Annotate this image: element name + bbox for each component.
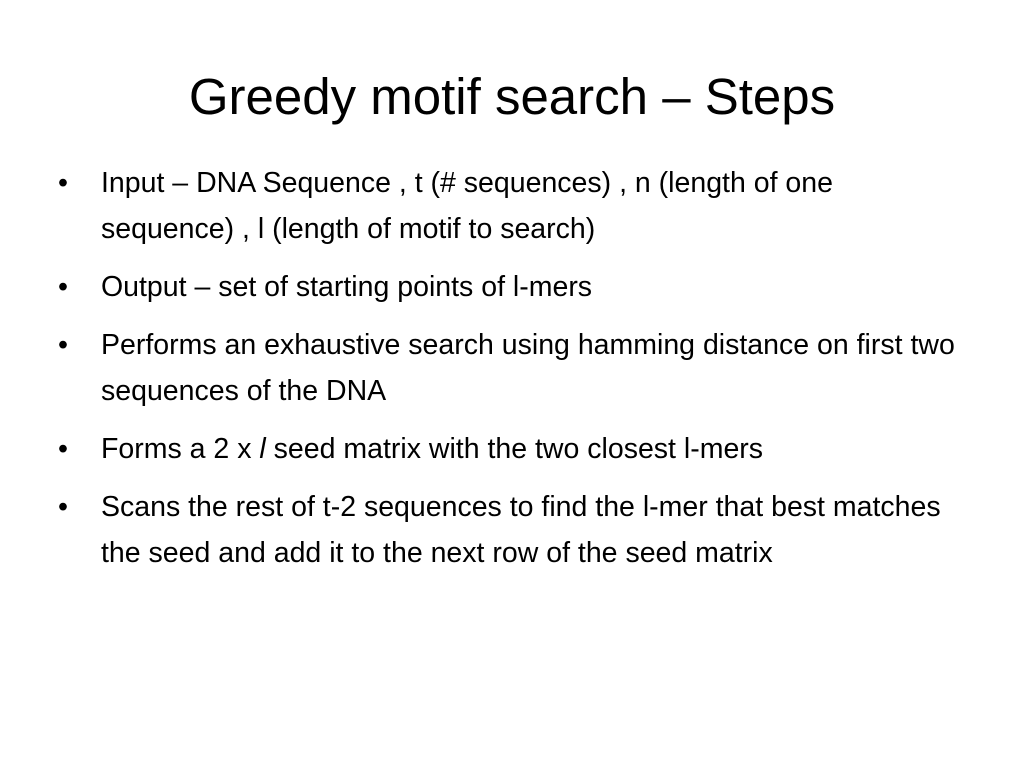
bullet-text-pre: Forms a 2 x	[101, 433, 260, 465]
bullet-list	[58, 160, 968, 588]
bullet-text-italic: l	[259, 433, 266, 465]
slide-title: Greedy motif search – Steps	[188, 68, 836, 125]
bullet-item-scan	[58, 484, 968, 576]
bullet-text-post: seed matrix with the two closest l-mers	[265, 433, 764, 465]
bullet-dot-icon: •	[58, 167, 68, 199]
bullet-dot-icon: •	[58, 271, 68, 303]
bullet-dot-icon: •	[58, 491, 68, 523]
bullet-dot-icon: •	[58, 433, 68, 465]
bullet-dot-icon: •	[58, 329, 68, 361]
bullet-text: Performs an exhaustive search using hamming distance on first two sequences of the DNA	[101, 329, 955, 407]
bullet-item-exhaustive-search	[58, 322, 968, 414]
bullet-text: Scans the rest of t-2 sequences to find the l-mer that best matches the seed and add it to the next row of the seed matrix	[101, 491, 941, 569]
bullet-text: Input – DNA Sequence , t (# sequences) , n (length of one sequence) , l (length of motif to search)	[101, 167, 833, 245]
bullet-item-input	[58, 160, 968, 252]
bullet-item-output	[58, 264, 968, 310]
bullet-text: Output – set of starting points of l-mers	[101, 271, 593, 303]
bullet-item-seed-matrix	[58, 426, 968, 472]
